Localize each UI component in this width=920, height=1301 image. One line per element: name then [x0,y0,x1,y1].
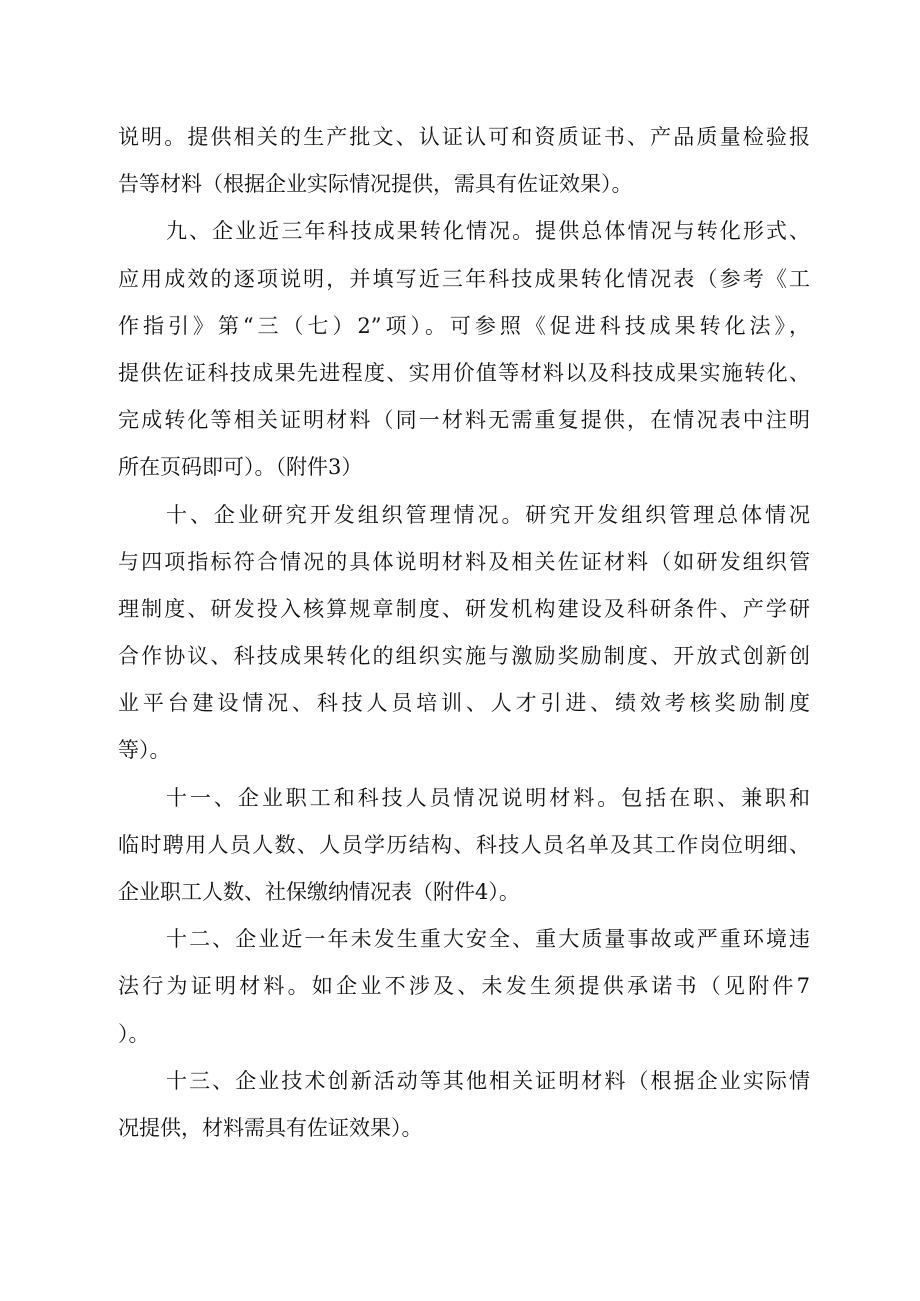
body-text-line: 九、企业近三年科技成果转化情况。提供总体情况与转化形式、 [166,219,810,244]
body-text-line: 提供佐证科技成果先进程度、实用价值等材料以及科技成果实施转化、 [118,360,810,385]
body-text-line: 十一、企业职工和科技人员情况说明材料。包括在职、兼职和 [166,785,810,810]
body-text-line: 十三、企业技术创新活动等其他相关证明材料（根据企业实际情 [166,1068,810,1093]
body-text-line: 法行为证明材料。如企业不涉及、未发生须提供承诺书（见附件7 [118,974,810,999]
body-text-line: ）。 [118,1021,150,1046]
body-text-line: 业平台建设情况、科技人员培训、人才引进、绩效考核奖励制度 [118,691,810,716]
body-text-line: 理制度、研发投入核算规章制度、研发机构建设及科研条件、产学研 [118,596,810,621]
body-text-line: 况提供，材料需具有佐证效果）。 [118,1115,423,1140]
body-text-line: 合作协议、科技成果转化的组织实施与激励奖励制度、开放式创新创 [118,644,810,669]
document-body [118,114,810,1152]
body-text-line: 告等材料（根据企业实际情况提供，需具有佐证效果）。 [118,172,633,197]
body-text-line: 与四项指标符合情况的具体说明材料及相关佐证材料（如研发组织管 [118,549,810,574]
body-text-line: 十二、企业近一年未发生重大安全、重大质量事故或严重环境违 [166,927,810,952]
body-text-line: 说明。提供相关的生产批文、认证认可和资质证书、产品质量检验报 [118,125,810,149]
body-text-line: 临时聘用人员人数、人员学历结构、科技人员名单及其工作岗位明细、 [118,832,810,857]
body-text-line: 作指引》第“三（七）2”项）。可参照《促进科技成果转化法》， [118,313,810,338]
body-text-line: 应用成效的逐项说明，并填写近三年科技成果转化情况表（参考《工 [118,266,810,291]
body-text-line: 等）。 [118,738,171,763]
body-text-line: 企业职工人数、社保缴纳情况表（附件4）。 [118,880,520,904]
body-text-line: 所在页码即可）。（附件3） [118,455,363,480]
body-text-line: 完成转化等相关证明材料（同一材料无需重复提供，在情况表中注明 [118,408,810,433]
body-text-line: 十、企业研究开发组织管理情况。研究开发组织管理总体情况 [166,502,810,527]
